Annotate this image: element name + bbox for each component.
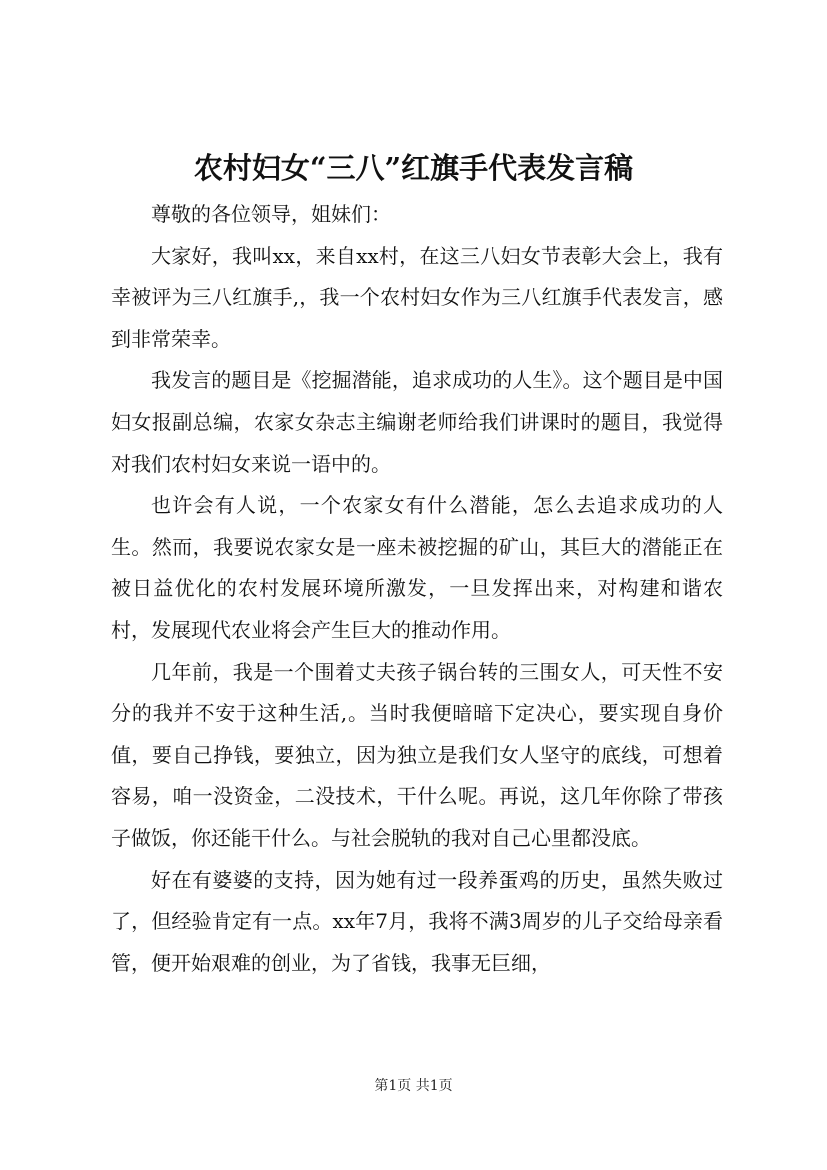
paragraph-introduction: 大家好，我叫xx，来自xx村，在这三八妇女节表彰大会上，我有幸被评为三八红旗手,，我一个农村妇女作为三八红旗手代表发言，感到非常荣幸。 <box>111 243 723 351</box>
document-title: 农村妇女“三八”红旗手代表发言稿 <box>193 151 634 185</box>
document-body <box>111 194 723 984</box>
paragraph-potential: 也许会有人说，一个农家女有什么潜能，怎么去追求成功的人生。然而，我要说农家女是一座未被挖掘的矿山，其巨大的潜能正在被日益优化的农村发展环境所激发，一旦发挥出来，对构建和谐农村，发展现代农业将会产生巨大的推动作用。 <box>111 493 723 642</box>
paragraph-topic: 我发言的题目是《挖掘潜能，追求成功的人生》。这个题目是中国妇女报副总编，农家女杂志主编谢老师给我们讲课时的题目，我觉得对我们农村妇女来说一语中的。 <box>111 368 723 476</box>
paragraph-background: 几年前，我是一个围着丈夫孩子锅台转的三围女人，可天性不安分的我并不安于这种生活,。当时我便暗暗下定决心，要实现自身价值，要自己挣钱，要独立，因为独立是我们女人坚守的底线，可想着容易，咱一没资金，二没技术，干什么呢。再说，这几年你除了带孩子做饭，你还能干什么。与社会脱轨的我对自己心里都没底。 <box>111 659 723 850</box>
paragraph-startup: 好在有婆婆的支持，因为她有过一段养蛋鸡的历史，虽然失败过了，但经验肯定有一点。xx年7月，我将不满3周岁的儿子交给母亲看管，便开始艰难的创业，为了省钱，我事无巨细， <box>111 867 723 975</box>
paragraph-salutation: 尊敬的各位领导，姐妹们： <box>151 202 391 226</box>
page-number-footer: 第1页 共1页 <box>374 1078 453 1094</box>
